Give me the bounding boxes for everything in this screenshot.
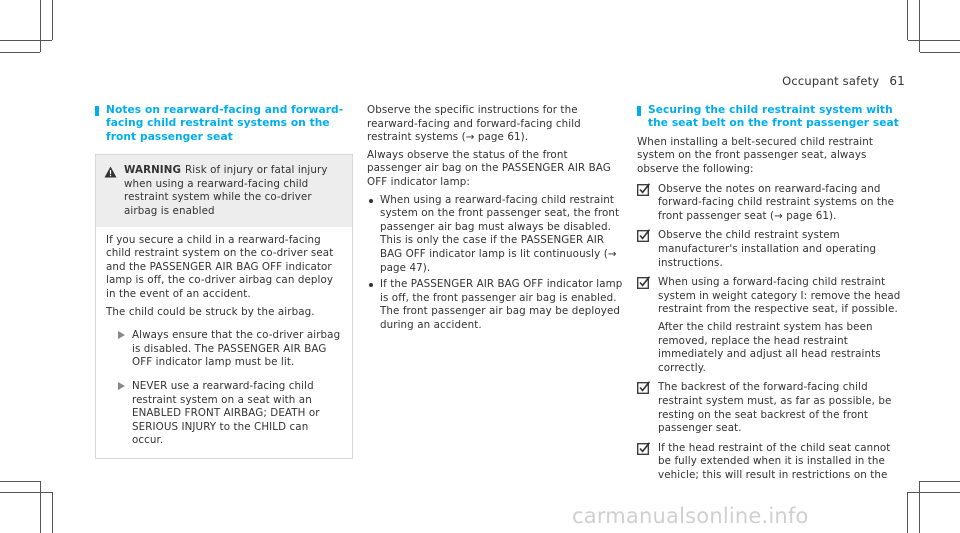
crop-mark [52,492,53,533]
warning-paragraph: If you secure a child in a rearward-facing child restraint system on the co-driver seat and the PASSENGER AIR BAG OFF indicator lamp is off, the co-driver airbag can deploy in the event of an accident. [106,233,334,300]
crop-mark [0,481,40,482]
section-heading [95,104,353,144]
paragraph: Observe the specific instructions for the rearward-facing and forward-facing child restraint systems (→ page 61). [367,104,581,144]
crop-mark [907,0,908,40]
crop-mark [0,40,52,41]
checklist-item [637,183,905,224]
instruction-item [106,380,342,448]
checklist-text: Observe the child restraint system manufacturer's installation and operating instructions. [658,229,877,269]
crop-mark [0,52,40,53]
arrow-right-icon [118,382,125,390]
list-item-text: If the PASSENGER AIR BAG OFF indicator lamp is off, the front passenger air bag is enabled. The front passenger air bag may be deployed during an accident. [380,278,623,331]
crop-mark [919,481,920,533]
warning-text: Risk of injury or fatal injury when using a rearward-facing child restraint system while the co-driver airbag is enabled [124,164,328,217]
bullet-icon [369,283,373,287]
bullet-icon [369,199,373,203]
instruction-text: Always ensure that the co-driver airbag is disabled. The PASSENGER AIR BAG OFF indicator lamp must be lit. [132,329,341,369]
list-item [367,278,623,332]
heading-marker [95,106,99,116]
checkbox-checked-icon [637,381,650,394]
section-heading-text: Securing the child restraint system with the seat belt on the front passenger seat [648,104,899,130]
crop-mark [920,52,960,53]
crop-mark [907,492,908,533]
instruction-item [106,329,342,370]
section-heading-text: Notes on rearward-facing and forward-facing child restraint systems on the front passenger seat [106,104,344,143]
checklist-item [637,229,905,270]
watermark: carmanualsonline.info [572,504,809,528]
checkbox-checked-icon [637,183,650,196]
checkbox-checked-icon [637,276,650,289]
crop-mark [0,492,52,493]
checkbox-checked-icon [637,442,650,455]
list-item [367,194,623,276]
paragraph: When installing a belt-secured child restraint system on the front passenger seat, always observe the following: [637,135,873,175]
crop-mark [920,481,960,482]
crop-mark [908,40,960,41]
column-1 [95,104,353,459]
crop-mark [40,0,41,52]
warning-paragraph: The child could be struck by the airbag. [106,305,315,318]
checklist-subtext: After the child restraint system has been removed, replace the head restraint immediately and adjust all head restraints correctly. [658,320,881,374]
crop-mark [908,492,960,493]
checklist-text: Observe the notes on rearward-facing and forward-facing child restraint systems on the front passenger seat (→ page 61). [658,182,895,222]
heading-marker [637,106,641,116]
column-2 [367,104,623,336]
warning-title: WARNING [124,164,182,177]
checklist-text: If the head restraint of the child seat cannot be fully extended when it is installed in the vehicle; this will result in restrictions on the [658,441,891,481]
checklist-text: When using a forward-facing child restraint system in weight category I: remove the head restraint from the respective seat, if possible. [658,276,901,316]
crop-mark [52,0,53,40]
warning-box [95,154,353,459]
list-item-text: When using a rearward-facing child restraint system on the front passenger seat, the front passenger air bag must always be disabled. This is only the case if the PASSENGER AIR BAG OFF indicator lamp is lit continuously (→ page 47). [380,193,620,274]
checkbox-checked-icon [637,229,650,242]
checklist-text: The backrest of the forward-facing child restraint system must, as far as possible, be resting on the seat backrest of the front passenger seat. [658,381,892,435]
warning-body [96,227,352,458]
instruction-text: NEVER use a rearward-facing child restraint system on a seat with an ENABLED FRONT AIRBAG; DEATH or SERIOUS INJURY to the CHILD can occur. [132,379,320,447]
checklist-item [637,381,905,435]
section-title: Occupant safety [782,74,880,88]
warning-header [96,155,352,226]
crop-mark [40,481,41,533]
arrow-right-icon [118,331,125,339]
page-header [782,74,905,88]
section-heading [637,104,905,131]
checklist-item [637,442,905,483]
crop-mark [919,0,920,52]
paragraph: Always observe the status of the front passenger air bag on the PASSENGER AIR BAG OFF indicator lamp: [367,148,611,188]
column-3 [637,104,905,488]
warning-triangle-icon [104,166,117,178]
page-number: 61 [889,74,905,88]
checklist-item [637,276,905,375]
